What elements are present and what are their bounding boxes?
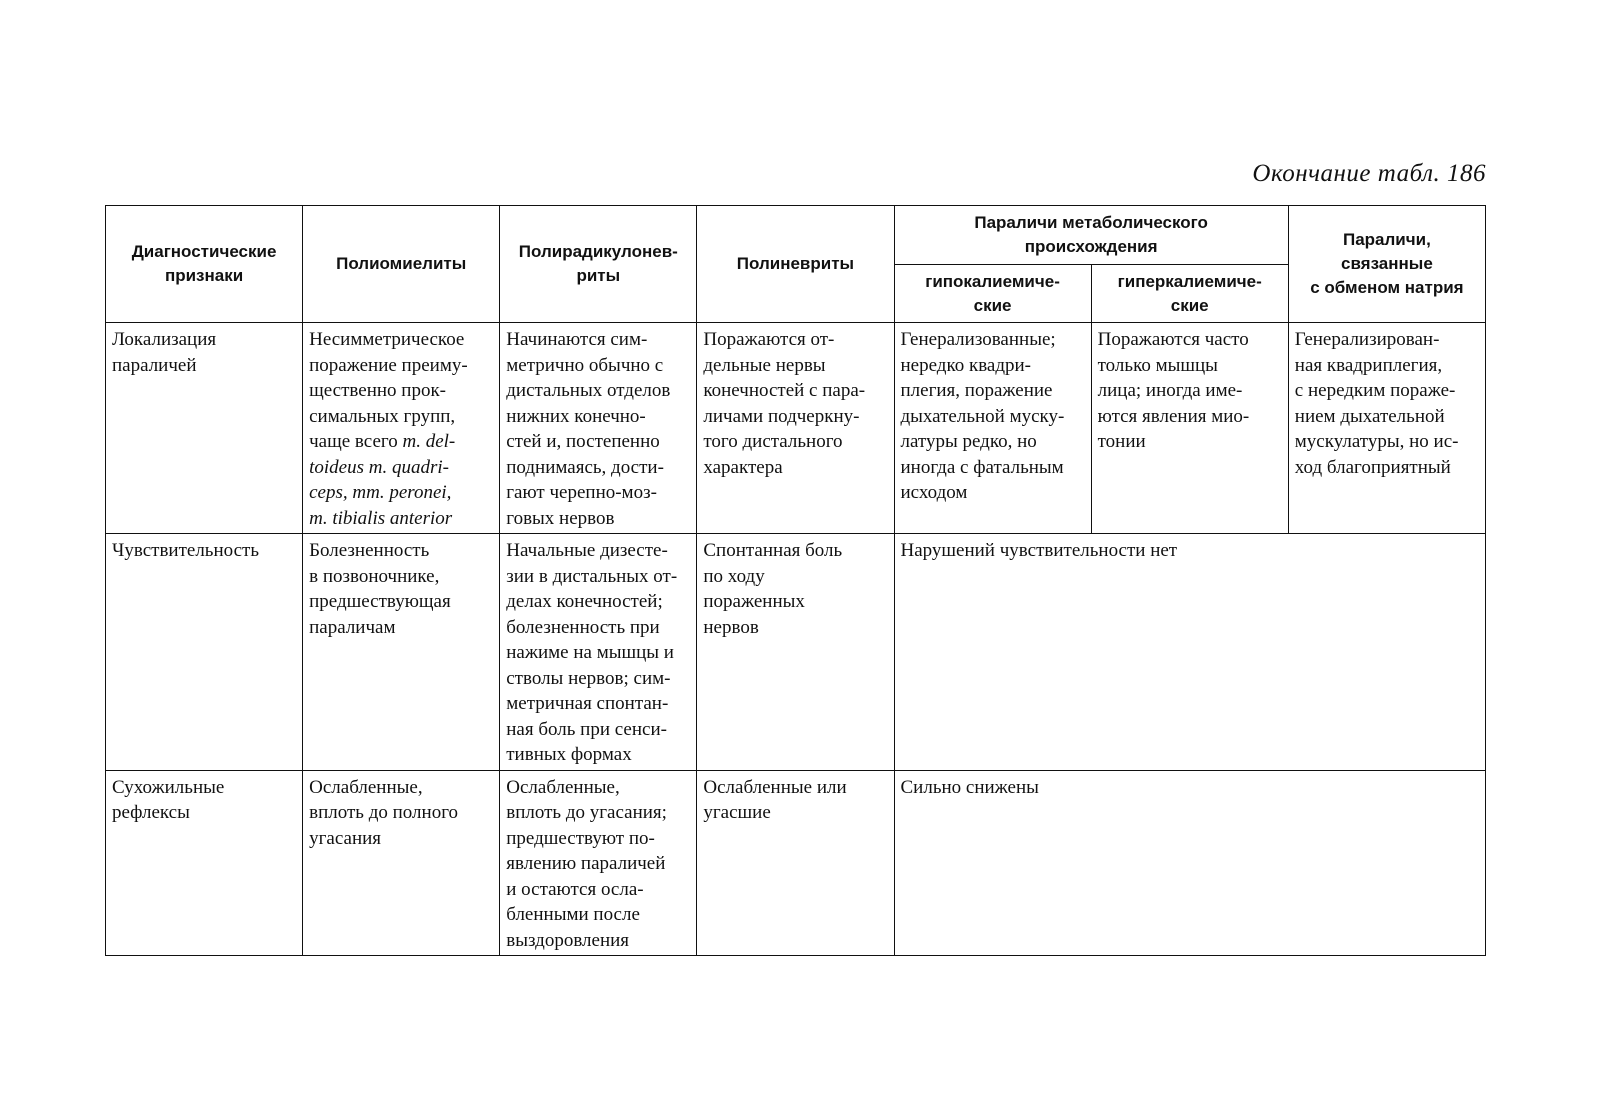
- header-polyradiculoneuritis: Полирадикулонев- риты: [500, 206, 697, 323]
- cell-polio-localization: Несимметрическое поражение преиму- щественно прок- симальных групп, чаще всего m. del- toideus m. quadri- ceps, mm. peronei, m. tibialis anterior: [303, 323, 500, 534]
- header-metabolic-paralysis: Параличи метаболического происхождения: [894, 206, 1288, 265]
- table-row: [106, 770, 1486, 956]
- cell-polinev-reflexes: Ослабленные или угасшие: [697, 770, 894, 956]
- cell-polio-sensitivity: Болезненность в позвоночнике, предшествующая параличам: [303, 534, 500, 771]
- cell-sign-sensitivity: Чувствительность: [106, 534, 303, 771]
- cell-hyper-localization: Поражаются часто только мышцы лица; иногда име- ются явления мио- тонии: [1091, 323, 1288, 534]
- header-hyperkalemic: гиперкалиемиче- ские: [1091, 265, 1288, 323]
- table-row: [106, 534, 1486, 771]
- header-polyneuritis: Полиневриты: [697, 206, 894, 323]
- cell-polirad-sensitivity: Начальные дизесте- зии в дистальных от- делах конечностей; болезненность при нажиме на мышцы и стволы нервов; сим- метричная спонтан- ная боль при сенси- тивных формах: [500, 534, 697, 771]
- cell-sign-localization: Локализация параличей: [106, 323, 303, 534]
- cell-natr-localization: Генерализирован- ная квадриплегия, с нередким пораже- нием дыхательной мускулатуры, но ис- ход благоприятный: [1288, 323, 1485, 534]
- cell-sign-reflexes: Сухожильные рефлексы: [106, 770, 303, 956]
- cell-polirad-reflexes: Ослабленные, вплоть до угасания; предшествуют по- явлению параличей и остаются осла- бленными после выздоровления: [500, 770, 697, 956]
- cell-metabolic-sensitivity: Нарушений чувствительности нет: [894, 534, 1486, 771]
- cell-metabolic-reflexes: Сильно снижены: [894, 770, 1486, 956]
- table-caption: Окончание табл. 186: [1252, 160, 1486, 187]
- header-sodium-paralysis: Параличи, связанные с обменом натрия: [1288, 206, 1485, 323]
- cell-polirad-localization: Начинаются сим- метрично обычно с дистальных отделов нижних конечно- стей и, постепенно поднимаясь, дости- гают черепно-моз- говых нервов: [500, 323, 697, 534]
- cell-polinev-localization: Поражаются от- дельные нервы конечностей с пара- личами подчеркну- того дистального характера: [697, 323, 894, 534]
- cell-hypo-localization: Генерализованные; нередко квадри- плегия, поражение дыхательной муску- латуры редко, но иногда с фатальным исходом: [894, 323, 1091, 534]
- cell-polio-reflexes: Ослабленные, вплоть до полного угасания: [303, 770, 500, 956]
- header-hypokalemic: гипокалиемиче- ские: [894, 265, 1091, 323]
- header-poliomyelitis: Полиомиелиты: [303, 206, 500, 323]
- table-row: [106, 323, 1486, 534]
- diagnostic-table: [105, 205, 1486, 956]
- cell-polinev-sensitivity: Спонтанная боль по ходу пораженных нервов: [697, 534, 894, 771]
- header-diagnostic-signs: Диагностические признаки: [106, 206, 303, 323]
